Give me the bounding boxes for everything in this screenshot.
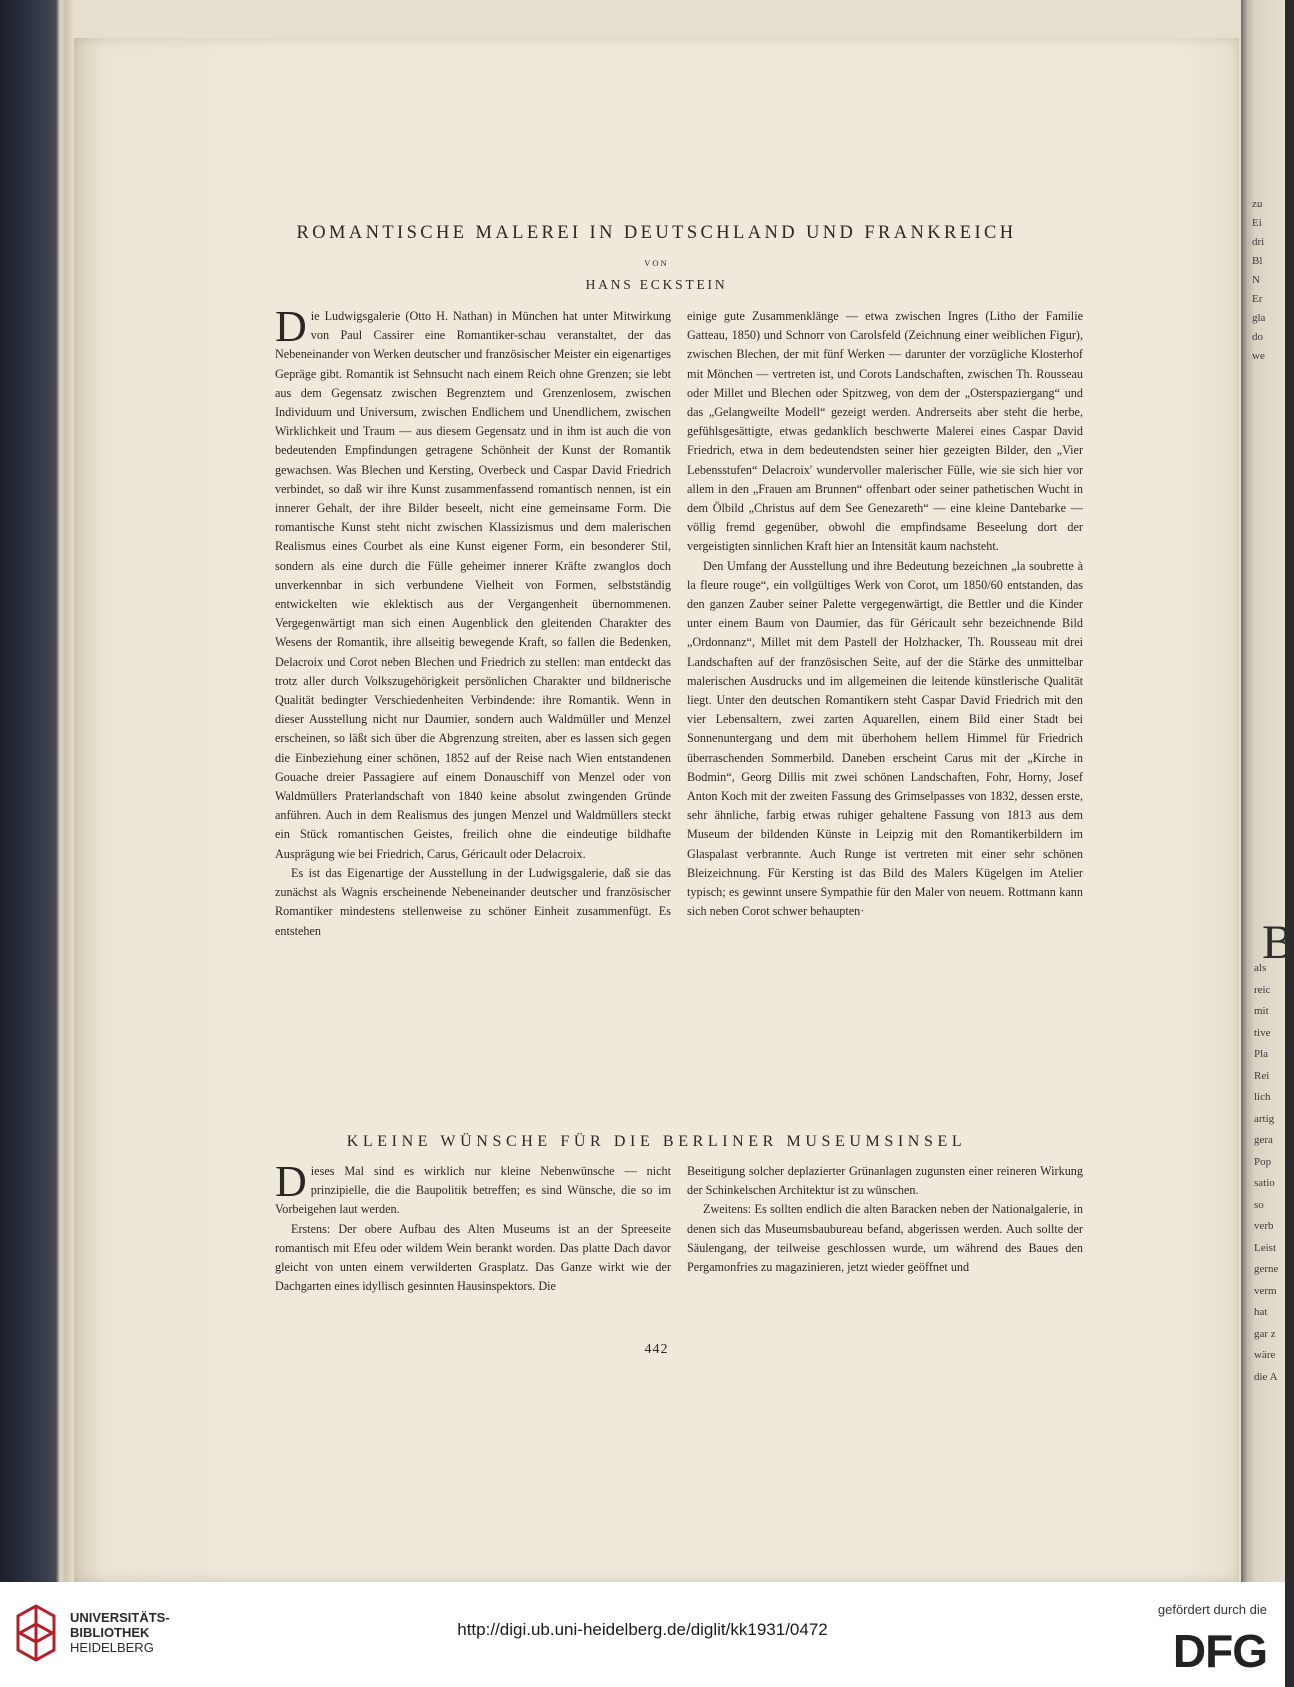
second-article-right-column xyxy=(687,1162,1083,1277)
funding-label: gefördert durch die xyxy=(1157,1602,1267,1617)
byline-von: VON xyxy=(644,258,669,268)
permalink-url[interactable]: http://digi.ub.uni-heidelberg.de/diglit/kk1931/0472 xyxy=(457,1620,828,1639)
paragraph: Es ist das Eigenartige der Ausstellung in der Ludwigsgalerie, daß sie das zunächst als Wagnis erscheinende Nebeneinander deutscher und französischer Romantiker mindestens stellenweise zu schöner Einheit zusammenfügt. Es entstehen xyxy=(275,865,671,938)
page-number: 442 xyxy=(644,1342,669,1357)
adjacent-page-initial: B xyxy=(1262,916,1294,969)
paragraph: Die Ludwigsgalerie (Otto H. Nathan) in München hat unter Mitwirkung von Paul Cassirer eine Romantiker-schau veranstaltet, der das Nebeneinander von Werken deutscher und französischer Meister ein eigenartiges Gepräge gibt. Romantik ist Sehnsucht nach einem Reich ohne Grenzen; sie lebt aus dem Gegensatz zwischen Begrenztem und Grenzenlosem, zwischen Individuum und Universum, zwischen Endlichem und Unendlichem, zwischen Wirklichkeit und Traum — aus diesem Gegensatz und in ihm ist auch die von bedeutenden Empfindungen getragene Schönheit der Kunst der Romantik gewachsen. Was Blechen und Kersting, Overbeck und Caspar David Friedrich verbindet, so daß wir ihre Kunst zusammenfassend romantisch nennen, ist ein innerer Gehalt, der ihre Bilder beseelt, nicht eine gemeinsame Form. Die romantische Kunst steht nicht zwischen Klassizismus und dem malerischen Realismus eines Courbet als eine Kunst eigener Form, ein besonderer Stil, sondern als eine durch die Fülle geheimer innerer Kräfte zwanglos doch unverkennbar in sich verbundene Vielheit von Formen, selbstständig entwickelten wie eklektisch aus der Vergangenheit übernommenen. Vergegenwärtigt man sich einen Augenblick den gleitenden Charakter des Wesens der Romantik, ihre allseitig bewegende Kraft, so fallen die Bedenken, Delacroix und Corot neben Blechen und Friedrich zu stellen: man entdeckt das trotz aller durch Volkszugehörigkeit persönlichen Charakter und bildnerische Qualität bedingter Verschiedenheiten Verbindende: ihre Romantik. Wenn in dieser Ausstellung nicht nur Daumier, sondern auch Waldmüller und Menzel erscheinen, so läßt sich über die Abgrenzung streiten, aber es lassen sich gegen die Einbeziehung einer schönen, 1852 auf der Reise nach Wien entstandenen Gouache dreier Passagiere auf einem Donauschiff von Menzel oder von Waldmüllers Praterlandschaft von 1840 keine absolut zwingenden Gründe anführen. Auch in dem Realismus des jungen Menzel und Waldmüllers steckt ein Stück romantischen Geistes, freilich ohne die eindeutige bildhafte Ausprägung wie bei Friedrich, Carus, Géricault oder Delacroix. xyxy=(275,302,671,861)
article-left-column xyxy=(275,302,671,941)
article-author: HANS ECKSTEIN xyxy=(585,277,728,292)
article-title: ROMANTISCHE MALEREI IN DEUTSCHLAND UND FRANKREICH xyxy=(296,223,1017,243)
footer-bar xyxy=(0,1582,1285,1687)
article-right-column xyxy=(687,307,1083,922)
second-article-left-column xyxy=(275,1157,671,1296)
drop-cap: D xyxy=(275,1157,307,1206)
paragraph: Beseitigung solcher deplazierter Grünanlagen zugunsten einer reineren Wirkung der Schinkelschen Architektur ist zu wünschen. xyxy=(687,1164,1083,1198)
paragraph: einige gute Zusammenklänge — etwa zwischen Ingres (Litho der Familie Gatteau, 1850) und Schnorr von Carolsfeld (Zeichnung einer weiblichen Figur), zwischen Blechen, der mit fünf Werken — darunter der vorzügliche Klosterhof mit Mönchen — vertreten ist, und Corots Landschaften, zwischen Th. Rousseau oder Millet und Blechen oder Spitzweg, von dem der „Osterspaziergang“ und das „Gelangweilte Modell“ gezeigt werden. Andrerseits aber steht die herbe, gefühlsgesättigte, etwas gedanklich beschwerte Malerei eines Caspar David Friedrich, etwa in dem bedeutendsten seiner hier gezeigten Bilder, den „Vier Lebensstufen“ Delacroix' wundervoller malerischer Fülle, wie sie sich hier vor allem in den „Frauen am Brunnen“ offenbart oder seiner pathetischen Wucht in dem Ölbild „Christus auf dem See Genezareth“ — eine kleine Dantebarke — völlig fremd gegenüber, obwohl die empfindsame Beseelung dort der vergeistigten sinnlichen Kraft hier an Intensität kaum nachsteht. xyxy=(687,309,1083,554)
dfg-logo: DFG xyxy=(1172,1625,1267,1677)
second-article-title: KLEINE WÜNSCHE FÜR DIE BERLINER MUSEUMSINSEL xyxy=(346,1133,967,1150)
paragraph: Den Umfang der Ausstellung und ihre Bedeutung bezeichnen „la soubrette à la fleure rouge“, ein vollgültiges Werk von Corot, um 1850/60 entstanden, das den ganzen Zauber seiner Palette vergegenwärtigt, die Bettler und die Kinder unter einem Baum von Daumier, das für Géricault sehr bezeichnende Bild „Ordonnanz“, Millet mit dem Pastell der Holzhacker, Th. Rousseau mit drei Landschaften auf der französischen Seite, auf der die Stärke des unmittelbar malerischen Ausdrucks und im allgemeinen die leitende künstlerische Qualität liegt. Unter den deutschen Romantikern steht Caspar David Friedrich mit den vier Lebensaltern, zwei zarten Aquarellen, einem Bild einer Stadt bei Sonnenuntergang und dem mit überhohem hellem Himmel für Friedrich überraschenden Sommerbild. Daneben erscheint Carus mit der „Kirche in Bodmin“, Georg Dillis mit zwei schönen Landschaften, Fohr, Horny, Josef Anton Koch mit der zweiten Fassung des Grimselpasses von 1832, dessen erste, sehr ähnliche, farbig etwas ruhiger gehaltene Fassung von 1813 aus dem Museum der bildenden Künste in Leipzig mit den Romantikerbildern im Glaspalast verbrannte. Auch Runge ist vertreten mit einer sehr schönen Bleizeichnung. Für Kersting ist das Bild des Malers Kügelgen im Atelier typisch; es gewinnt unsere Sympathie für den Maler von neuem. Rottmann kann sich neben Corot schwer behaupten· xyxy=(687,558,1083,919)
paragraph: Zweitens: Es sollten endlich die alten Baracken neben der Nationalgalerie, in denen sich das Museumsbaubureau befand, abgerissen werden. Auch sollte der Säulengang, der teilweise geschlossen wurde, um während des Baues den Pergamonfries zu magazinieren, jetzt wieder geöffnet und xyxy=(687,1202,1083,1275)
paragraph: Dieses Mal sind es wirklich nur kleine Nebenwünsche — nicht prinzipielle, die die Baupolitik betreffen; es sind Wünsche, die so im Vorbeigehen laut werden. xyxy=(275,1157,671,1217)
adjacent-page-text-top: zu Ei dri Bl N Er gla do we xyxy=(1252,198,1266,362)
paragraph: Erstens: Der obere Aufbau des Alten Museums ist an der Spreeseite romantisch mit Efeu oder wildem Wein berankt worden. Das platte Dach davor gleicht von unten einem verwilderten Grasplatz. Das Ganze wirkt wie der Dachgarten eines idyllisch gesinnten Hausinspektors. Die xyxy=(275,1221,671,1294)
adjacent-page-text-bottom: als reic mit tive Pla Rei lich artig gera Pop satio so verb Leist gerne verm hat gar z wäre die A xyxy=(1254,962,1279,1383)
institution-name: UNIVERSITÄTS- BIBLIOTHEK HEIDELBERG xyxy=(70,1610,170,1655)
drop-cap: D xyxy=(275,302,307,351)
